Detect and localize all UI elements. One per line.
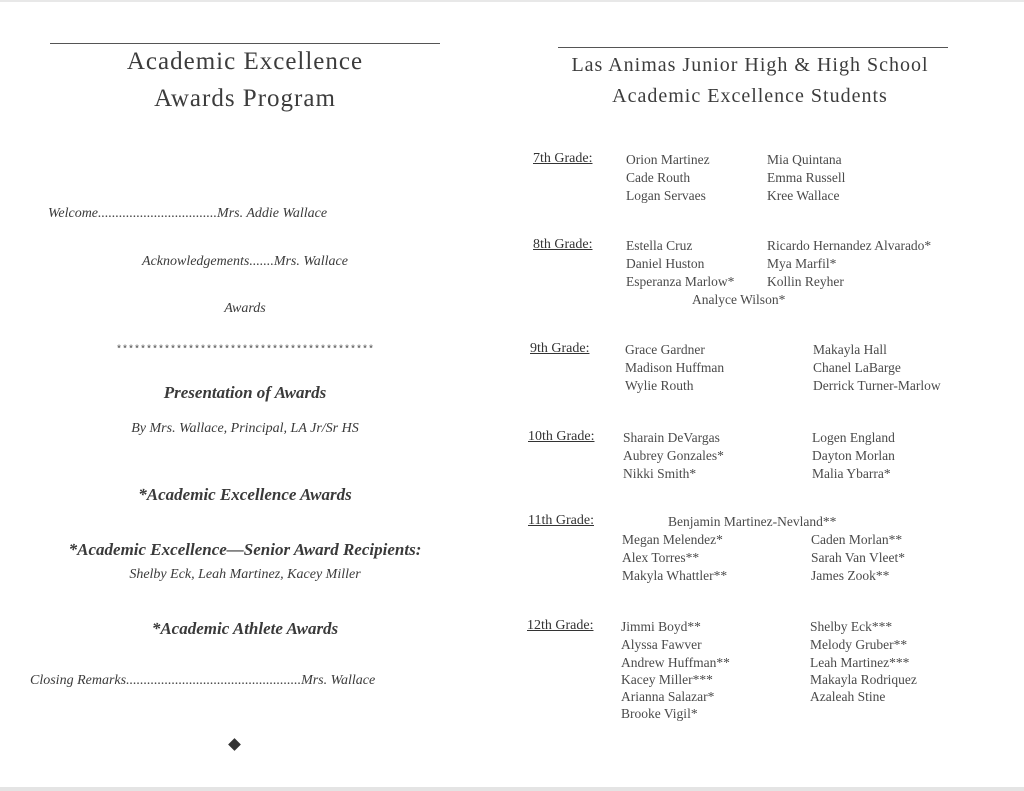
page-bottom-edge	[0, 787, 1024, 791]
closing-dots: ..................................................	[126, 673, 302, 688]
acknowledgements-line	[0, 254, 490, 270]
welcome-name: Mrs. Addie Wallace	[217, 206, 328, 221]
grade-12-student: Kacey Miller***	[621, 672, 713, 687]
grade-8-student: Analyce Wilson*	[692, 292, 786, 307]
students-title-line1: Las Animas Junior High & High School	[571, 54, 929, 76]
grade-12-student: Arianna Salazar*	[621, 689, 715, 704]
grade-8-student: Estella Cruz	[626, 238, 693, 253]
grade-9-label: 9th Grade:	[530, 341, 590, 356]
grade-9-student: Makayla Hall	[813, 342, 887, 357]
grade-8-student: Kollin Reyher	[767, 274, 844, 289]
grade-10-student: Logen England	[812, 430, 895, 445]
closing-name: Mrs. Wallace	[301, 673, 376, 688]
grade-8-student: Ricardo Hernandez Alvarado*	[767, 238, 932, 253]
grade-9-student: Wylie Routh	[625, 378, 694, 393]
grade-10-student: Nikki Smith*	[623, 466, 697, 481]
grade-11-student: Sarah Van Vleet*	[811, 550, 905, 565]
program-title-line2: Awards Program	[154, 85, 336, 112]
students-title-line2: Academic Excellence Students	[612, 85, 888, 107]
closing-remarks-line	[30, 673, 375, 689]
grade-12-student: Andrew Huffman**	[621, 655, 730, 670]
grade-8-student: Daniel Huston	[626, 256, 705, 271]
welcome-label: Welcome	[48, 206, 99, 221]
grade-11-student: Megan Melendez*	[622, 532, 723, 547]
grade-12-student: Leah Martinez***	[810, 655, 910, 670]
grade-9-student: Chanel LaBarge	[813, 360, 901, 375]
grade-7-student: Kree Wallace	[767, 188, 840, 203]
grade-8-label: 8th Grade:	[533, 237, 593, 252]
academic-excellence-awards: *Academic Excellence Awards	[138, 485, 352, 504]
grade-11-label: 11th Grade:	[528, 513, 594, 528]
ack-label: Acknowledgements	[142, 254, 250, 269]
grade-9-student: Grace Gardner	[625, 342, 705, 357]
grade-10-label: 10th Grade:	[528, 429, 595, 444]
grade-11-student: Alex Torres**	[622, 550, 700, 565]
grade-11-student: Benjamin Martinez-Nevland**	[668, 514, 837, 529]
welcome-dots: ..................................	[98, 206, 218, 221]
ack-name: Mrs. Wallace	[273, 254, 348, 269]
star-divider: *******************************************	[115, 345, 375, 356]
grade-12-student: Brooke Vigil*	[621, 706, 698, 721]
awards-program-panel	[0, 0, 490, 791]
grade-10-student: Aubrey Gonzales*	[623, 448, 724, 463]
welcome-line	[48, 206, 327, 222]
grade-7-label: 7th Grade:	[533, 151, 593, 166]
grade-12-student: Makayla Rodriquez	[810, 672, 917, 687]
grade-7-student: Mia Quintana	[767, 152, 842, 167]
ack-dots: .......	[249, 254, 274, 269]
grade-12-student: Azaleah Stine	[810, 689, 886, 704]
presentation-heading: Presentation of Awards	[163, 383, 327, 402]
students-title-rule	[558, 47, 948, 48]
grade-12-student: Shelby Eck***	[810, 619, 893, 634]
by-line: By Mrs. Wallace, Principal, LA Jr/Sr HS	[131, 421, 359, 436]
senior-recipients: Shelby Eck, Leah Martinez, Kacey Miller	[129, 567, 361, 582]
grade-8-student: Mya Marfil*	[767, 256, 837, 271]
grade-8-student: Esperanza Marlow*	[626, 274, 735, 289]
students-panel	[500, 0, 1024, 791]
title-rule	[50, 43, 440, 44]
senior-award-recipients-heading: *Academic Excellence—Senior Award Recipients:	[68, 540, 422, 559]
program-title-line1: Academic Excellence	[126, 48, 364, 75]
grade-10-student: Malia Ybarra*	[812, 466, 891, 481]
grade-10-student: Sharain DeVargas	[623, 430, 720, 445]
grade-10-student: Dayton Morlan	[812, 448, 895, 463]
grade-7-student: Emma Russell	[767, 170, 846, 185]
grade-7-student: Cade Routh	[626, 170, 691, 185]
grade-9-student: Madison Huffman	[625, 360, 725, 375]
grade-7-student: Logan Servaes	[626, 188, 706, 203]
closing-label: Closing Remarks	[30, 673, 127, 688]
grade-12-student: Alyssa Fawver	[621, 637, 702, 652]
academic-athlete-awards: *Academic Athlete Awards	[151, 619, 339, 638]
grade-12-student: Melody Gruber**	[810, 637, 908, 652]
grade-11-student: Makyla Whattler**	[622, 568, 728, 583]
awards-line: Awards	[224, 301, 266, 316]
grade-7-student: Orion Martinez	[626, 152, 710, 167]
grade-9-student: Derrick Turner-Marlow	[813, 378, 941, 393]
diamond-ornament-icon	[228, 738, 241, 751]
grade-11-student: Caden Morlan**	[811, 532, 903, 547]
grade-11-student: James Zook**	[811, 568, 890, 583]
grade-12-label: 12th Grade:	[527, 618, 594, 633]
grade-12-student: Jimmi Boyd**	[621, 619, 701, 634]
